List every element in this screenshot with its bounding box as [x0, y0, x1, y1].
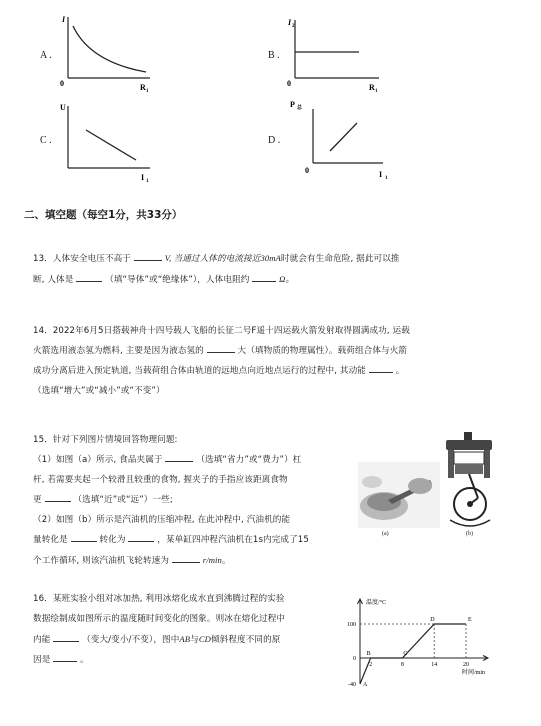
graph-option-b	[285, 12, 385, 94]
axis-d-origin: 0	[305, 166, 309, 175]
axis-d-y: P	[290, 100, 295, 109]
temperature-time-chart	[338, 596, 498, 690]
line-d	[330, 123, 357, 151]
chart-point-label: C	[403, 651, 408, 657]
q15-line7: 个工作循环, 则该汽油机飞轮转速为 r/min。	[33, 555, 231, 566]
graph-option-d	[285, 97, 395, 183]
q15-line5: （2）如图（b）所示是汽油机的压缩冲程, 在此冲程中, 汽油机的能	[33, 515, 291, 525]
q15-line6: 量转化是 转化为 ，某单缸四冲程汽油机在1s内完成了15	[33, 530, 309, 550]
chart-y-tick: 100	[347, 622, 356, 628]
graph-option-a	[58, 12, 158, 94]
q13	[33, 248, 400, 290]
chart-point-label: B	[366, 651, 371, 657]
q13-line2: 断, 人体是 （填“导体”或“绝缘体”），人体电阻约 Ω。	[33, 274, 295, 285]
q13-line1: 13．人体安全电压不高于 V, 当通过人体的电流接近30mA时就会有生命危险, 据此可以推	[33, 253, 400, 264]
axis-d-xsub: 1	[385, 176, 388, 181]
q15-line3: 杆, 若需要夹起一个较滑且较重的食物, 握夹子的手指应该距离食物	[33, 475, 288, 485]
figure-a-tongs-photo	[358, 462, 440, 528]
axis-a-xsub: 1	[146, 89, 149, 94]
q16-blank-internal-energy[interactable]	[53, 632, 79, 642]
q16-line3: 内能 （变大/变小/不变），图中AB与CD倾斜程度不同的原	[33, 634, 281, 645]
q15-blank-energy-to[interactable]	[128, 532, 154, 542]
q15	[33, 430, 309, 571]
q15-blank-energy-from[interactable]	[71, 532, 97, 542]
option-b-label: B .	[268, 50, 280, 61]
option-c-label: C .	[40, 135, 52, 146]
chart-point-label: A	[363, 682, 368, 688]
q16-line1: 16．某班实验小组对冰加热, 利用冰熔化成水直到沸腾过程的实验	[33, 594, 285, 604]
option-a-label: A .	[40, 50, 52, 61]
axis-b-ysub: 2	[292, 24, 295, 29]
chart-x-tick: 2	[369, 662, 373, 668]
q16-line4: 因是 。	[33, 650, 285, 670]
chart-point-label: D	[430, 617, 435, 623]
axis-a-x: R	[140, 83, 146, 92]
chart-x-tick: 14	[431, 662, 438, 668]
chart-x-tick: 8	[400, 662, 404, 668]
axis-a-y: I	[62, 15, 66, 24]
axis-b-origin: 0	[287, 79, 291, 88]
axis-a-origin: 0	[60, 79, 64, 88]
section-title: 二、填空题（每空1分，共33分）	[24, 209, 183, 221]
q15-line4: 更 （选填“近”或“远”）一些;	[33, 490, 309, 510]
chart-x-label: 时间/min	[462, 670, 486, 676]
q14	[33, 321, 410, 401]
graph-option-c	[58, 100, 158, 182]
chart-y-label: 温度/°C	[366, 600, 387, 606]
chart-y-tick: 0	[353, 656, 356, 662]
axis-b-y: I	[288, 18, 292, 27]
figure-b-engine-diagram	[440, 430, 502, 536]
connecting-rod	[469, 474, 478, 498]
axis-c-xsub: 1	[146, 179, 149, 182]
axis-d-x: I	[379, 170, 383, 179]
q15-line1: 15．针对下列图片情境回答物理问题:	[33, 435, 178, 445]
q14-line2: 火箭选用液态氢为燃料, 主要是因为液态氢的 大（填物质的物理属性）。载荷组合体与火箭	[33, 341, 410, 361]
hand-shape	[408, 478, 432, 494]
option-d-label: D .	[268, 135, 281, 146]
q14-blank-property[interactable]	[207, 343, 235, 353]
q13-blank-conductor[interactable]	[76, 272, 102, 282]
q15-blank-lever[interactable]	[165, 452, 193, 462]
q13-blank-voltage[interactable]	[134, 251, 162, 261]
figure-a-caption: (a)	[382, 531, 389, 537]
axis-d-ysub: 总	[297, 106, 303, 111]
piston	[455, 464, 483, 474]
q15-blank-speed[interactable]	[172, 553, 200, 563]
q14-line3: 成功分离后进入预定轨道, 当载荷组合体由轨道的远地点向近地点运行的过程中, 其动能 。	[33, 361, 410, 381]
q14-line4: （选填“增大”或“减小”或“不变”）	[33, 386, 165, 396]
chart-series-line	[360, 624, 466, 684]
figure-b-caption: (b)	[466, 531, 473, 537]
chart-y-tick: -40	[348, 682, 356, 688]
curve-a	[73, 26, 146, 72]
axis-b-x: R	[369, 83, 375, 92]
q16	[33, 589, 285, 670]
axis-b-xsub: 1	[375, 89, 378, 94]
q13-blank-resistance[interactable]	[252, 272, 276, 282]
q16-blank-reason[interactable]	[53, 652, 77, 662]
line-c	[86, 130, 136, 160]
q16-line2: 数据绘制成如图所示的温度随时间变化的图象。则冰在熔化过程中	[33, 614, 286, 624]
chart-x-tick: 20	[463, 662, 469, 668]
chart-point-label: E	[468, 617, 472, 623]
q15-line2: （1）如图（a）所示, 食品夹属于 （选填“省力”或“费力”）杠	[33, 450, 309, 470]
q14-line1: 14．2022年6月5日搭载神舟十四号载人飞船的长征二号F遥十四运载火箭发射取得圆满成功, 运载	[33, 326, 410, 336]
axis-c-x: I	[141, 173, 145, 182]
q14-blank-kinetic[interactable]	[369, 363, 393, 373]
axis-c-y: U	[60, 103, 66, 112]
q15-blank-distance[interactable]	[45, 492, 71, 502]
